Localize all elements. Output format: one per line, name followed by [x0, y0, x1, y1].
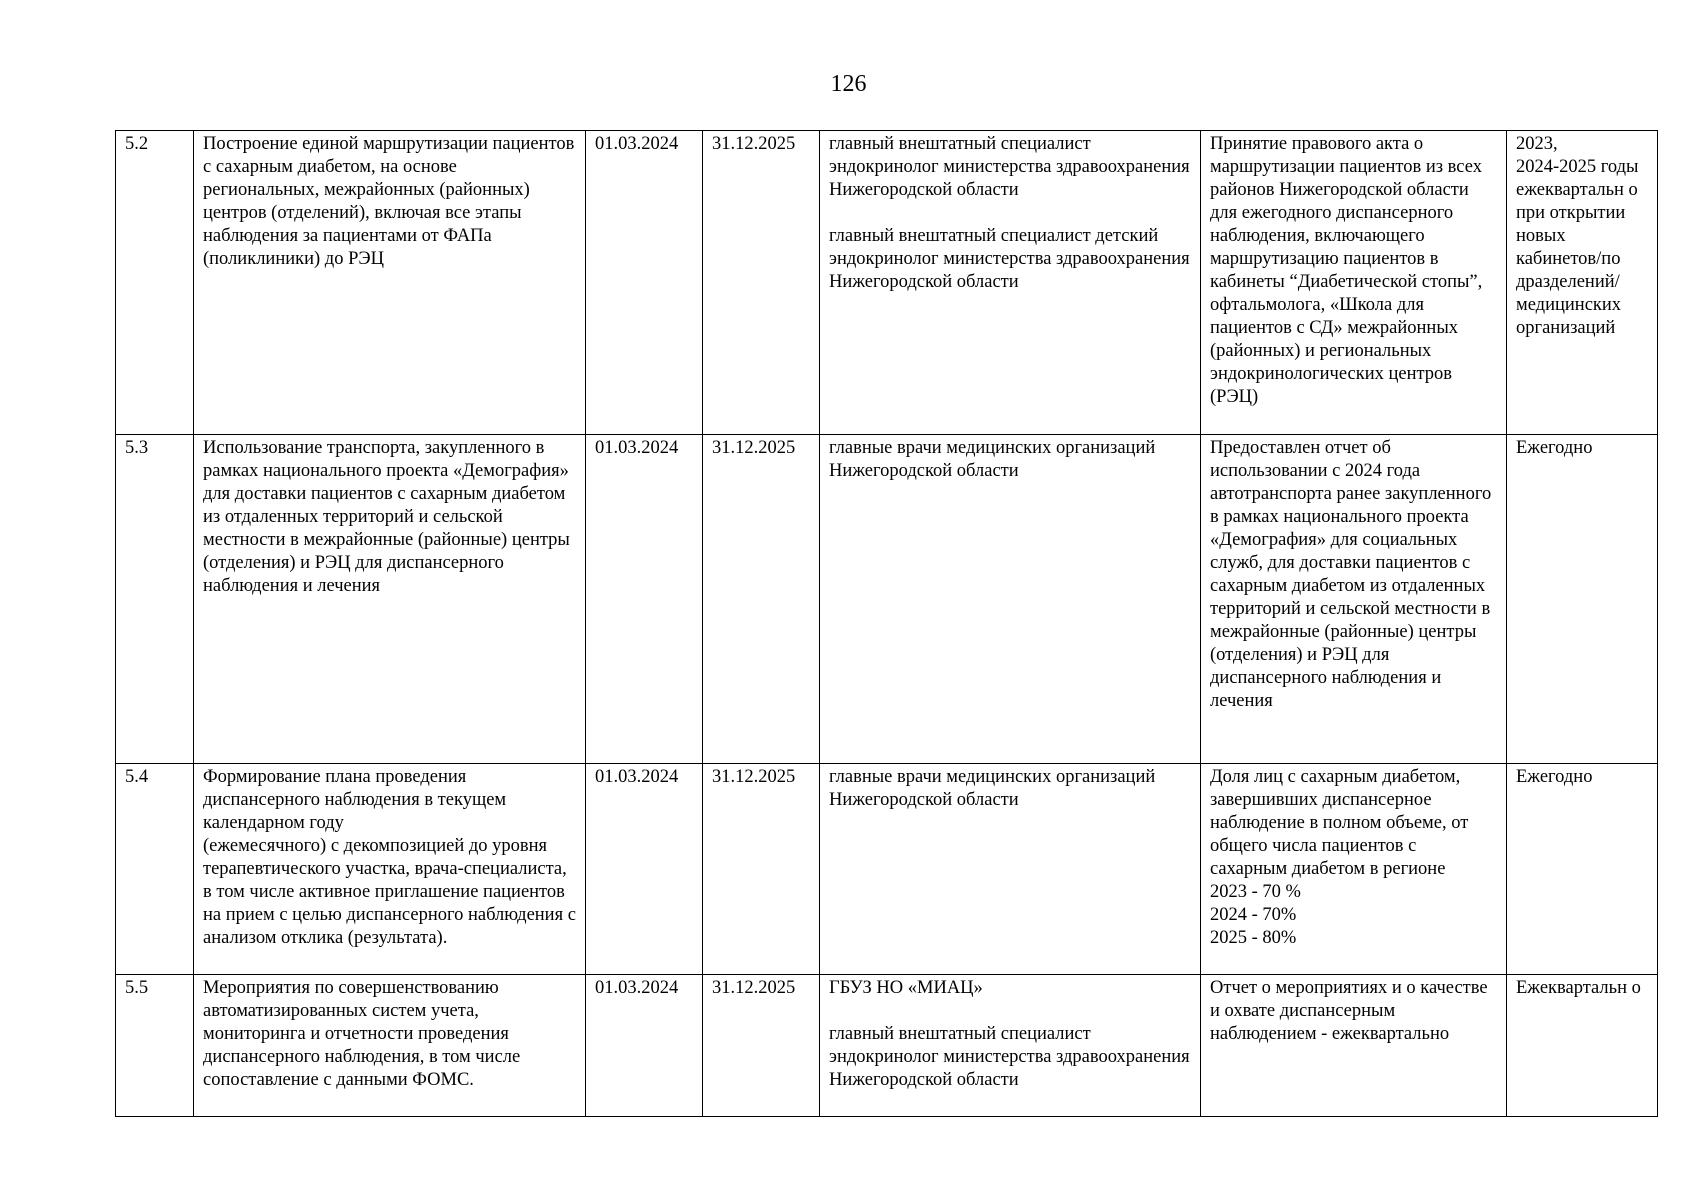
activity-cell: Мероприятия по совершенствованию автоматизированных систем учета, мониторинга и отчетности проведения диспансерного наблюдения, в том числе сопоставление с данными ФОМС.	[194, 975, 586, 1117]
table-row	[116, 131, 1658, 435]
result-cell: Доля лиц с сахарным диабетом, завершивших диспансерное наблюдение в полном объеме, от общего числа пациентов с сахарным диабетом в регионе 2023 - 70 % 2024 - 70% 2025 - 80%	[1201, 764, 1507, 975]
result-cell: Принятие правового акта о маршрутизации пациентов из всех районов Нижегородской области для ежегодного диспансерного наблюдения, включающего маршрутизацию пациентов в кабинеты “Диабетической стопы”, офтальмолога, «Школа для пациентов с СД» межрайонных (районных) и региональных эндокринологических центров (РЭЦ)	[1201, 131, 1507, 435]
item-number: 5.5	[116, 975, 194, 1117]
table-row	[116, 435, 1658, 764]
activity-cell: Построение единой маршрутизации пациентов с сахарным диабетом, на основе региональных, межрайонных (районных) центров (отделений), включая все этапы наблюдения за пациентами от ФАПа (поликлиники) до РЭЦ	[194, 131, 586, 435]
periodicity-cell: 2023, 2024-2025 годы ежеквартальн о при открытии новых кабинетов/по дразделений/ медицинских организаций	[1507, 131, 1658, 435]
start-date: 01.03.2024	[586, 764, 703, 975]
result-cell: Предоставлен отчет об использовании с 2024 года автотранспорта ранее закупленного в рамках национального проекта «Демография» для социальных служб, для доставки пациентов с сахарным диабетом из отдаленных территорий и сельской местности в межрайонные (районные) центры (отделения) и РЭЦ для диспансерного наблюдения и лечения	[1201, 435, 1507, 764]
responsible-cell: главный внештатный специалист эндокринолог министерства здравоохранения Нижегородской области главный внештатный специалист детский эндокринолог министерства здравоохранения Нижегородской области	[820, 131, 1201, 435]
responsible-cell: главные врачи медицинских организаций Нижегородской области	[820, 435, 1201, 764]
responsible-cell: ГБУЗ НО «МИАЦ» главный внештатный специалист эндокринолог министерства здравоохранения Нижегородской области	[820, 975, 1201, 1117]
page-number: 126	[830, 71, 867, 97]
periodicity-cell: Ежегодно	[1507, 764, 1658, 975]
periodicity-cell: Ежеквартальн о	[1507, 975, 1658, 1117]
item-number: 5.4	[116, 764, 194, 975]
table-row	[116, 975, 1658, 1117]
start-date: 01.03.2024	[586, 435, 703, 764]
item-number: 5.3	[116, 435, 194, 764]
start-date: 01.03.2024	[586, 975, 703, 1117]
activity-cell: Формирование плана проведения диспансерного наблюдения в текущем календарном году (ежемесячного) с декомпозицией до уровня терапевтического участка, врача-специалиста, в том числе активное приглашение пациентов на прием с целью диспансерного наблюдения с анализом отклика (результата).	[194, 764, 586, 975]
action-plan-table	[115, 130, 1658, 1117]
periodicity-cell: Ежегодно	[1507, 435, 1658, 764]
result-cell: Отчет о мероприятиях и о качестве и охвате диспансерным наблюдением - ежеквартально	[1201, 975, 1507, 1117]
end-date: 31.12.2025	[703, 975, 820, 1117]
responsible-cell: главные врачи медицинских организаций Нижегородской области	[820, 764, 1201, 975]
item-number: 5.2	[116, 131, 194, 435]
end-date: 31.12.2025	[703, 131, 820, 435]
end-date: 31.12.2025	[703, 764, 820, 975]
start-date: 01.03.2024	[586, 131, 703, 435]
end-date: 31.12.2025	[703, 435, 820, 764]
table-row	[116, 764, 1658, 975]
activity-cell: Использование транспорта, закупленного в рамках национального проекта «Демография» для доставки пациентов с сахарным диабетом из отдаленных территорий и сельской местности в межрайонные (районные) центры (отделения) и РЭЦ для диспансерного наблюдения и лечения	[194, 435, 586, 764]
